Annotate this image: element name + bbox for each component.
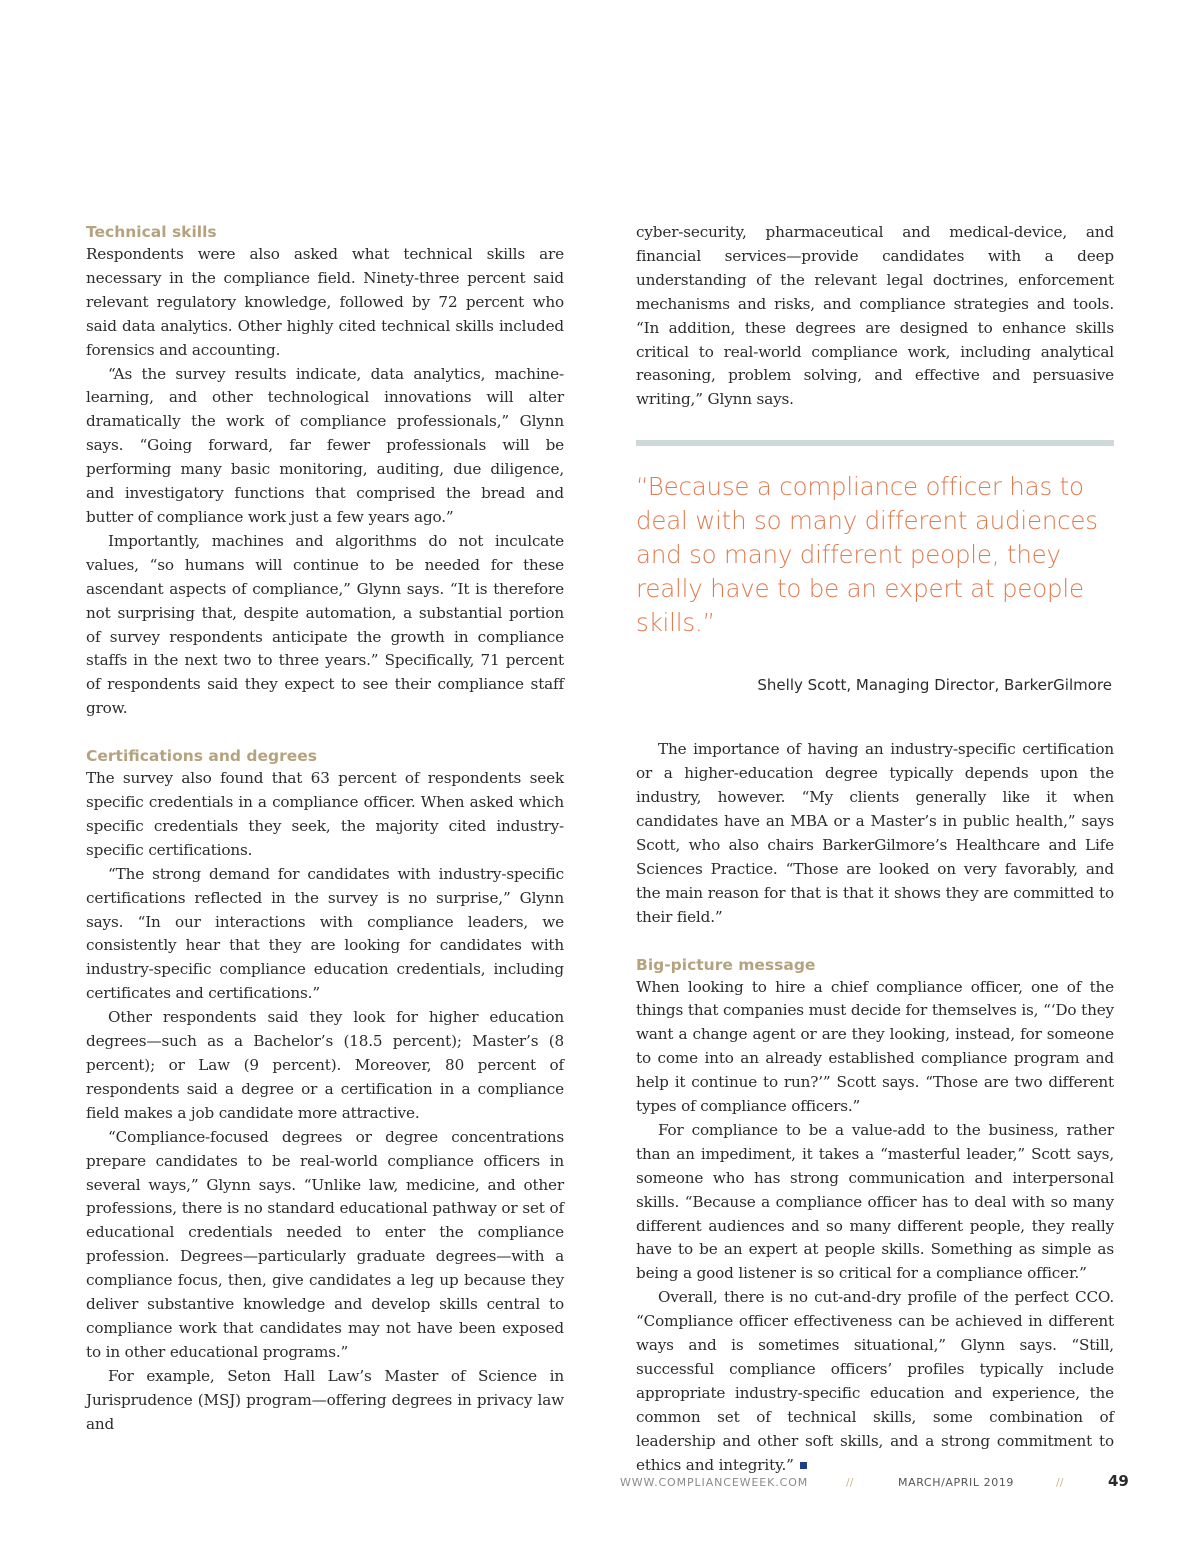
body-paragraph: “As the survey results indicate, data analytics, machine-learning, and other technological innovations will alter dramatically the work of compliance professionals,” Glynn says. “Going forward, far fewer professionals will be performing many basic monitoring, auditing, due diligence, and investigatory functions that comprised the bread and butter of compliance work just a few years ago.”	[86, 364, 564, 526]
body-paragraph-final	[636, 1286, 1114, 1477]
body-paragraph: Other respondents said they look for higher education degrees—such as a Bachelor’s (18.5 percent); Master’s (8 percent); or Law (9 percent). Moreover, 80 percent of respondents said a degree or a certification in a compliance field makes a job candidate more attractive.	[86, 1008, 564, 1122]
page-number: 49	[1108, 1472, 1129, 1490]
body-paragraph: Respondents were also asked what technical skills are necessary in the compliance field. Ninety-three percent said relevant regulatory knowledge, followed by 72 percent who said data analytics. Other highly cited technical skills included forensics and accounting.	[86, 245, 564, 359]
footer-separator: //	[846, 1476, 854, 1489]
body-paragraph: Importantly, machines and algorithms do not inculcate values, “so humans will continue to be needed for these ascendant aspects of compliance,” Glynn says. “It is therefore not surprising that, despite automation, a substantial portion of survey respondents anticipate the growth in compliance staffs in the next two to three years.” Specifically, 71 percent of respondents said they expect to see their compliance staff grow.	[86, 531, 564, 718]
footer-url[interactable]: WWW.COMPLIANCEWEEK.COM	[620, 1476, 809, 1489]
section-heading-certifications: Certifications and degrees	[86, 747, 318, 766]
pull-quote-rule	[636, 440, 1114, 446]
page-footer	[620, 1472, 1130, 1494]
section-heading-technical-skills: Technical skills	[86, 223, 217, 241]
body-paragraph: When looking to hire a chief compliance officer, one of the things that companies must decide for themselves is, “‘Do they want a change agent or are they looking, instead, for someone to come into an already established compliance program and help it continue to run?’” Scott says. “Those are two different types of compliance officers.”	[636, 977, 1114, 1116]
footer-issue-date: MARCH/APRIL 2019	[898, 1476, 1015, 1489]
final-paragraph-text: Overall, there is no cut-and-dry profile of the perfect CCO. “Compliance officer effectiveness can be achieved in different ways and is sometimes situational,” Glynn says. “Still, successful compliance officers’ profiles typically include appropriate industry-specific education and experience, the common set of technical skills, some combination of leadership and other soft skills, and a strong commitment to ethics and integrity.”	[636, 1288, 1114, 1474]
pull-quote-attribution: Shelly Scott, Managing Director, BarkerGilmore	[757, 676, 1112, 695]
body-paragraph: “The strong demand for candidates with industry-specific certifications reflected in the survey is no surprise,” Glynn says. “In our interactions with compliance leaders, we consistently hear that they are looking for candidates with industry-specific compliance education credentials, including certificates and certifications.”	[86, 864, 564, 1003]
right-column	[636, 221, 1114, 1478]
left-column	[86, 221, 564, 1437]
body-paragraph: cyber-security, pharmaceutical and medical-device, and financial services—provide candidates with a deep understanding of the relevant legal doctrines, enforcement mechanisms and risks, and compliance strategies and tools. “In addition, these degrees are designed to enhance skills critical to real-world compliance work, including analytical reasoning, problem solving, and effective and persuasive writing,” Glynn says.	[636, 223, 1114, 409]
body-paragraph: The importance of having an industry-specific certification or a higher-education degree typically depends upon the industry, however. “My clients generally like it when candidates have an MBA or a Master’s in public health,” says Scott, who also chairs BarkerGilmore’s Healthcare and Life Sciences Practice. “Those are looked on very favorably, and the main reason for that is that it shows they are committed to their field.”	[636, 740, 1114, 926]
footer-separator: //	[1056, 1476, 1064, 1489]
body-paragraph: The survey also found that 63 percent of respondents seek specific credentials in a compliance officer. When asked which specific credentials they seek, the majority cited industry-specific certifications.	[86, 769, 564, 859]
body-paragraph: “Compliance-focused degrees or degree concentrations prepare candidates to be real-world compliance officers in several ways,” Glynn says. “Unlike law, medicine, and other professions, there is no standard educational pathway or set of educational credentials needed to enter the compliance profession. Degrees—particularly graduate degrees—with a compliance focus, then, give candidates a leg up because they deliver substantive knowledge and develop skills central to compliance work that candidates may not have been exposed to in other educational programs.”	[86, 1127, 564, 1361]
section-heading-big-picture: Big-picture message	[636, 955, 816, 974]
body-paragraph: For example, Seton Hall Law’s Master of Science in Jurisprudence (MSJ) program—offering degrees in privacy law and	[86, 1366, 564, 1433]
end-of-article-mark	[800, 1462, 807, 1469]
body-paragraph: For compliance to be a value-add to the business, rather than an impediment, it takes a “masterful leader,” Scott says, someone who has strong communication and interpersonal skills. “Because a compliance officer has to deal with so many different audiences and so many different people, they really have to be an expert at people skills. Something as simple as being a good listener is so critical for a compliance officer.”	[636, 1120, 1114, 1283]
pull-quote: “Because a compliance officer has to deal with so many different audiences and so many different people, they really have to be an expert at people skills.”	[636, 472, 1098, 638]
